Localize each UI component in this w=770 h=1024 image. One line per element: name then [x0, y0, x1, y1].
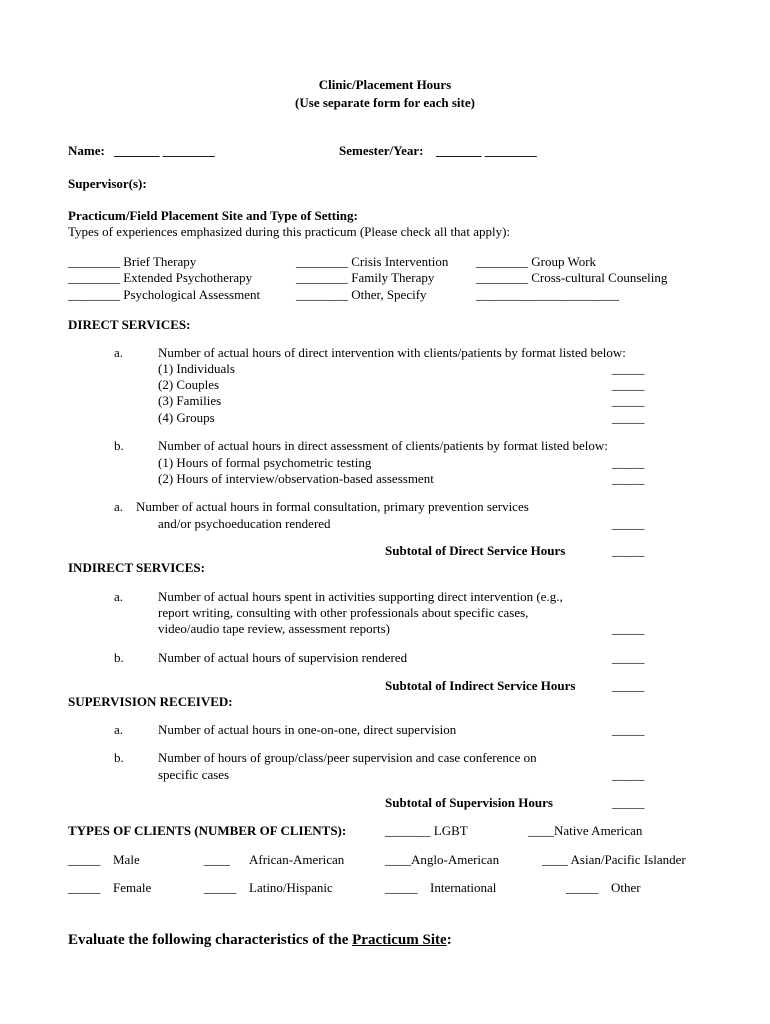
exp-group-work[interactable]: ________ Group Work: [476, 254, 597, 269]
one-on-one-hours-field[interactable]: _____: [612, 722, 645, 737]
supervision-rendered-field[interactable]: _____: [612, 650, 645, 665]
exp-psych-assessment[interactable]: ________ Psychological Assessment: [68, 287, 261, 302]
indirect-activities-field[interactable]: _____: [612, 621, 645, 636]
female-count-field[interactable]: _____: [68, 880, 101, 895]
indirect-subtotal-field[interactable]: _____: [612, 678, 645, 693]
families-hours-field[interactable]: _____: [612, 393, 645, 408]
form-subtitle: (Use separate form for each site): [295, 95, 475, 110]
supervision-b-marker: b.: [114, 750, 124, 765]
semester-label: Semester/Year:: [339, 143, 424, 158]
psychometric-hours-field[interactable]: _____: [612, 455, 645, 470]
exp-brief-therapy[interactable]: ________ Brief Therapy: [68, 254, 197, 269]
direct-b-marker: b.: [114, 438, 124, 453]
indirect-a-marker: a.: [114, 589, 124, 604]
direct-families: (3) Families: [158, 393, 222, 408]
client-lgbt[interactable]: _______ LGBT: [385, 823, 468, 838]
direct-b-text: Number of actual hours in direct assessment of clients/patients by format listed below:: [158, 438, 608, 453]
semester-field[interactable]: _______ ________: [436, 143, 537, 158]
exp-cross-cultural[interactable]: ________ Cross-cultural Counseling: [476, 270, 668, 285]
evaluate-suffix: :: [446, 932, 452, 948]
exp-family-therapy[interactable]: ________ Family Therapy: [296, 270, 435, 285]
direct-individuals: (1) Individuals: [158, 361, 235, 376]
evaluate-site: Practicum Site: [352, 932, 447, 948]
indirect-b-marker: b.: [114, 650, 124, 665]
interview-assessment: (2) Hours of interview/observation-based assessment: [158, 471, 434, 486]
direct-subtotal-label: Subtotal of Direct Service Hours: [385, 543, 566, 558]
direct-groups: (4) Groups: [158, 410, 215, 425]
direct-c-text: Number of actual hours in formal consultation, primary prevention services: [136, 499, 529, 514]
client-male-label: Male: [113, 852, 140, 867]
african-american-count-field[interactable]: ____: [204, 852, 230, 867]
exp-specify-field[interactable]: ______________________: [476, 287, 619, 302]
client-anglo-american[interactable]: ____Anglo-American: [385, 852, 500, 867]
client-latino-label: Latino/Hispanic: [249, 880, 333, 895]
client-other-label: Other: [611, 880, 641, 895]
supervision-b-line1: Number of hours of group/class/peer supervision and case conference on: [158, 750, 537, 765]
client-types-heading: TYPES OF CLIENTS (NUMBER OF CLIENTS):: [68, 823, 347, 838]
indirect-a-line2: report writing, consulting with other professionals about specific cases,: [158, 605, 529, 620]
evaluate-heading: [68, 932, 452, 948]
direct-c-text-cont: and/or psychoeducation rendered: [158, 516, 331, 531]
direct-c-marker: a.: [114, 499, 124, 514]
international-count-field[interactable]: _____: [385, 880, 418, 895]
client-female-label: Female: [113, 880, 152, 895]
supervision-a-marker: a.: [114, 722, 124, 737]
direct-a-text: Number of actual hours of direct intervention with clients/patients by format listed below:: [158, 345, 626, 360]
psychometric-testing: (1) Hours of formal psychometric testing: [158, 455, 372, 470]
indirect-a-line1: Number of actual hours spent in activities supporting direct intervention (e.g.,: [158, 589, 563, 604]
indirect-a-line3: video/audio tape review, assessment reports): [158, 621, 391, 636]
direct-services-heading: DIRECT SERVICES:: [68, 317, 191, 332]
latino-count-field[interactable]: _____: [204, 880, 237, 895]
supervision-a-text: Number of actual hours in one-on-one, direct supervision: [158, 722, 457, 737]
indirect-subtotal-label: Subtotal of Indirect Service Hours: [385, 678, 576, 693]
evaluate-prefix: Evaluate the following characteristics of the: [68, 932, 353, 948]
individuals-hours-field[interactable]: _____: [612, 361, 645, 376]
exp-extended-psychotherapy[interactable]: ________ Extended Psychotherapy: [68, 270, 253, 285]
types-intro: Types of experiences emphasized during this practicum (Please check all that apply):: [68, 224, 511, 239]
supervisor-label: Supervisor(s):: [68, 176, 147, 191]
client-african-american-label: African-American: [249, 852, 345, 867]
supervision-b-line2: specific cases: [158, 767, 230, 782]
exp-crisis-intervention[interactable]: ________ Crisis Intervention: [296, 254, 449, 269]
indirect-b-text: Number of actual hours of supervision rendered: [158, 650, 408, 665]
interview-hours-field[interactable]: _____: [612, 471, 645, 486]
client-native-american[interactable]: ____Native American: [528, 823, 643, 838]
exp-other-specify[interactable]: ________ Other, Specify: [296, 287, 427, 302]
group-supervision-field[interactable]: _____: [612, 767, 645, 782]
name-field[interactable]: _______ ________: [114, 143, 215, 158]
direct-subtotal-field[interactable]: _____: [612, 543, 645, 558]
supervision-received-heading: SUPERVISION RECEIVED:: [68, 694, 233, 709]
client-asian-pacific[interactable]: ____ Asian/Pacific Islander: [542, 852, 686, 867]
male-count-field[interactable]: _____: [68, 852, 101, 867]
direct-a-marker: a.: [114, 345, 124, 360]
direct-couples: (2) Couples: [158, 377, 220, 392]
other-count-field[interactable]: _____: [566, 880, 599, 895]
couples-hours-field[interactable]: _____: [612, 377, 645, 392]
consultation-hours-field[interactable]: _____: [612, 516, 645, 531]
name-label: Name:: [68, 143, 105, 158]
supervision-subtotal-field[interactable]: _____: [612, 795, 645, 810]
client-international-label: International: [430, 880, 497, 895]
form-title: Clinic/Placement Hours: [318, 77, 452, 92]
site-heading: Practicum/Field Placement Site and Type of Setting:: [68, 208, 358, 223]
indirect-services-heading: INDIRECT SERVICES:: [68, 560, 205, 575]
supervision-subtotal-label: Subtotal of Supervision Hours: [385, 795, 553, 810]
groups-hours-field[interactable]: _____: [612, 410, 645, 425]
